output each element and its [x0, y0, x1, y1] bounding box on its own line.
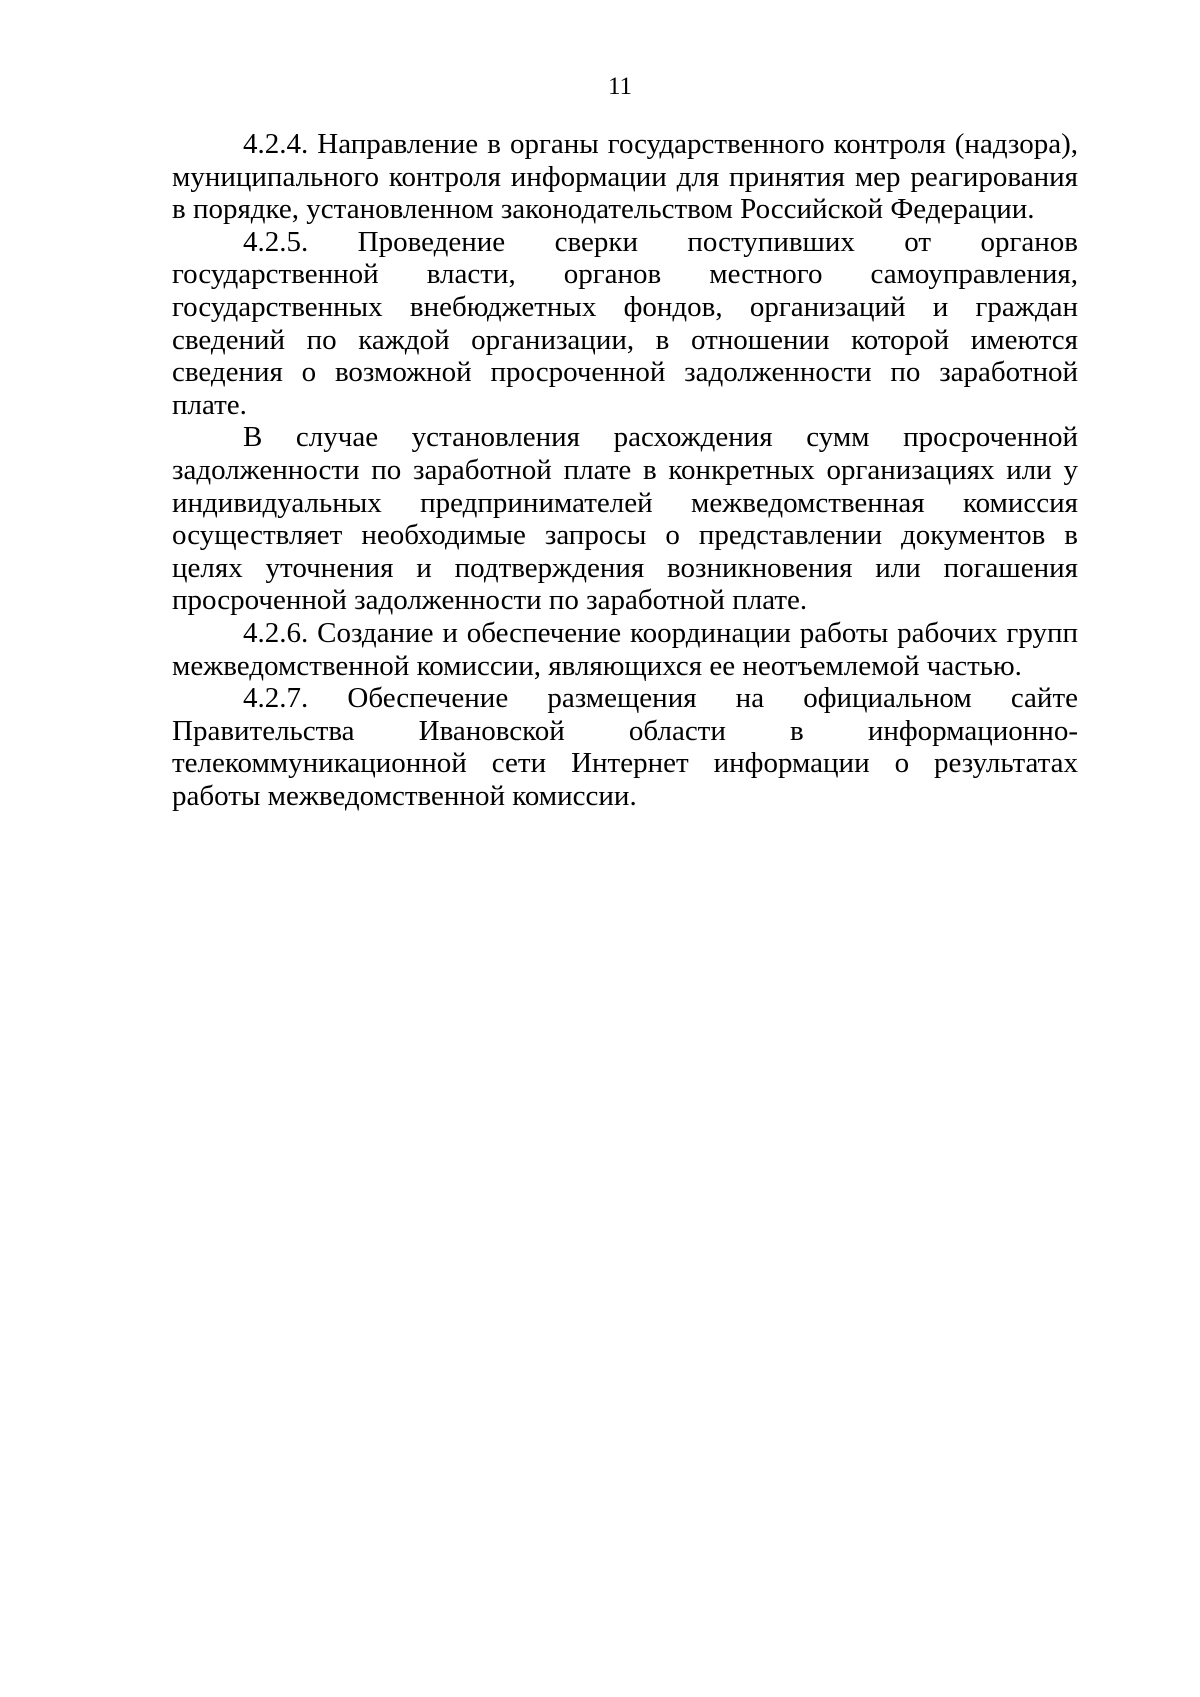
- paragraph-4-2-7: 4.2.7. Обеспечение размещения на официальном сайте Правительства Ивановской области в информационно-телекоммуникационной сети Интернет информации о результатах работы межведомственной комиссии.: [172, 682, 1078, 812]
- page-number: 11: [607, 73, 633, 100]
- paragraph-discrepancy: В случае установления расхождения сумм просроченной задолженности по заработной плате в конкретных организациях или у индивидуальных предпринимателей межведомственная комиссия осуществляет необходимые запросы о представлении документов в целях уточнения и подтверждения возникновения или погашения просроченной задолженности по заработной плате.: [172, 421, 1078, 617]
- paragraph-4-2-4: 4.2.4. Направление в органы государственного контроля (надзора), муниципального контроля информации для принятия мер реагирования в порядке, установленном законодательством Российской Федерации.: [172, 128, 1078, 226]
- document-body: [172, 128, 1078, 812]
- paragraph-4-2-6: 4.2.6. Создание и обеспечение координации работы рабочих групп межведомственной комиссии, являющихся ее неотъемлемой частью.: [172, 616, 1078, 682]
- paragraph-4-2-5: 4.2.5. Проведение сверки поступивших от органов государственной власти, органов местного самоуправления, государственных внебюджетных фондов, организаций и граждан сведений по каждой организации, в отношении которой имеются сведения о возможной просроченной задолженности по заработной плате.: [172, 225, 1078, 421]
